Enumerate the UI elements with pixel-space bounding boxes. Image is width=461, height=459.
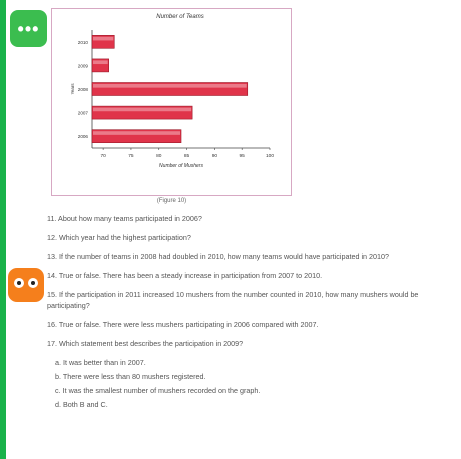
x-tick-label-95: 95	[239, 154, 245, 159]
x-axis-label: Number of Mushers	[159, 163, 203, 169]
x-tick-label-100: 100	[265, 154, 275, 159]
y-tick-label-2007: 2007	[77, 110, 88, 116]
mascot-right-eye	[28, 278, 38, 288]
ellipsis-icon: •••	[17, 18, 40, 39]
chart-title: Number of Teams	[156, 14, 204, 20]
left-accent-bar	[0, 0, 6, 459]
bar-highlight-2008	[93, 84, 247, 88]
bar-highlight-2006	[93, 131, 180, 135]
orange-mascot-icon[interactable]	[8, 268, 44, 302]
x-tick-label-70: 70	[100, 154, 106, 159]
q17-option-b: b. There were less than 80 mushers registered.	[55, 372, 206, 381]
y-tick-label-2008: 2008	[77, 87, 88, 92]
question-12: 12. Which year had the highest participation?	[47, 233, 191, 242]
x-tick-label-90: 90	[211, 154, 218, 159]
y-tick-label-2006: 2006	[77, 134, 88, 140]
question-13: 13. If the number of teams in 2008 had doubled in 2010, how many teams would have participated in 2010?	[47, 252, 390, 261]
question-16: 16. True or false. There were less mushers participating in 2006 compared with 2007.	[47, 320, 319, 329]
q17-option-a: a. It was better than in 2007.	[55, 358, 146, 367]
bar-chart	[54, 22, 286, 182]
y-axis-label: Years	[70, 83, 75, 95]
figure-caption: (Figure 10)	[156, 198, 187, 204]
bar-highlight-2010	[93, 37, 113, 41]
q17-option-c: c. It was the smallest number of mushers recorded on the graph.	[55, 386, 261, 395]
question-11: 11. About how many teams participated in 2006?	[47, 214, 202, 223]
x-tick-label-85: 85	[183, 154, 190, 159]
x-tick-label-80: 80	[156, 154, 162, 159]
bar-highlight-2007	[93, 108, 191, 112]
y-tick-label-2010: 2010	[77, 39, 88, 45]
x-tick-label-75: 75	[128, 154, 134, 159]
bar-highlight-2009	[93, 60, 108, 64]
q17-option-d: d. Both B and C.	[55, 400, 108, 409]
question-14: 14. True or false. There has been a steady increase in participation from 2007 to 2010.	[47, 271, 323, 280]
menu-button[interactable]	[10, 10, 47, 47]
question-15: 15. If the participation in 2011 increased 10 mushers from the number counted in 2010, how many mushers would be participating?	[47, 290, 419, 310]
question-list	[47, 213, 452, 413]
mascot-left-eye	[14, 278, 24, 288]
question-17: 17. Which statement best describes the participation in 2009?	[47, 339, 244, 348]
y-tick-label-2009: 2009	[77, 63, 88, 69]
